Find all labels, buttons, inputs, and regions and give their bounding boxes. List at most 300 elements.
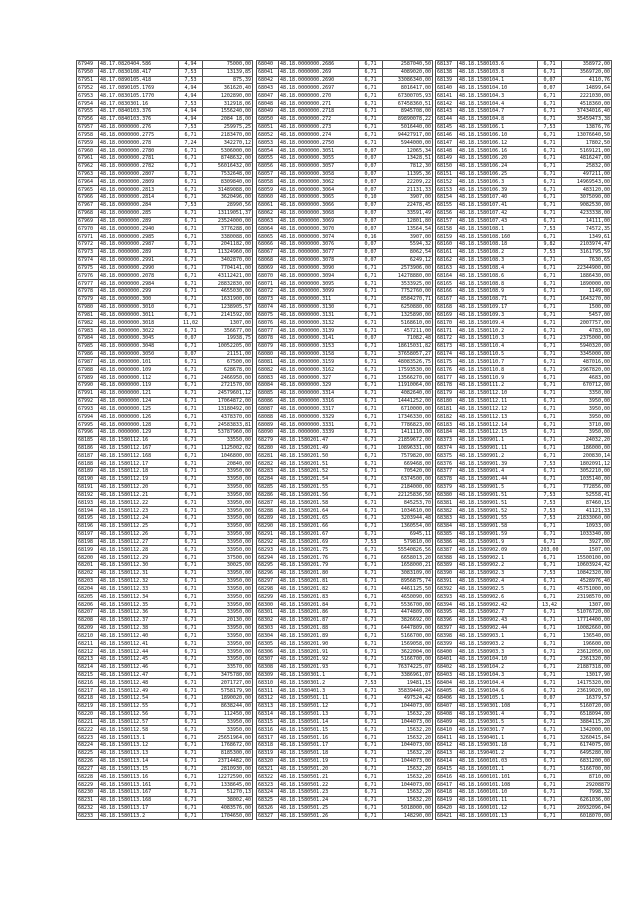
row-number: 68138 bbox=[436, 68, 458, 76]
rate-value: 6,71 bbox=[359, 702, 383, 710]
table-row bbox=[436, 546, 612, 554]
amount-value: 1044073,00 bbox=[383, 702, 433, 710]
rate-value: 7,53 bbox=[179, 123, 203, 131]
account-code: 48.18.0000000.271 bbox=[279, 100, 359, 108]
account-code: 48.18.1580104.3 bbox=[458, 92, 538, 100]
account-code: 48.18.1590401.1 bbox=[458, 734, 538, 742]
rate-value: 6,71 bbox=[179, 804, 203, 812]
amount-value: 8185300,00 bbox=[203, 749, 253, 757]
row-number: 68201 bbox=[77, 562, 99, 570]
table-row bbox=[257, 217, 433, 225]
account-code: 48.18.1590104.4 bbox=[458, 679, 538, 687]
row-number: 68392 bbox=[436, 585, 458, 593]
table-row bbox=[257, 569, 433, 577]
account-code: 48.18.1590301.18 bbox=[458, 742, 538, 750]
rate-value: 6,71 bbox=[179, 366, 203, 374]
row-number: 68230 bbox=[77, 789, 99, 797]
table-row bbox=[436, 248, 612, 256]
account-code: 48.18.1580901.11 bbox=[458, 444, 538, 452]
account-code: 48.18.0000000.3162 bbox=[279, 366, 359, 374]
table-row bbox=[77, 616, 253, 624]
account-code: 48.18.0000000.2686 bbox=[279, 61, 359, 69]
rate-value: 0,07 bbox=[359, 241, 383, 249]
amount-value: 11910064,00 bbox=[383, 381, 433, 389]
account-code: 48.18.1600101.1 bbox=[458, 765, 538, 773]
amount-value: 1044073,00 bbox=[383, 742, 433, 750]
row-number: 68311 bbox=[257, 687, 279, 695]
amount-value: 10603924,42 bbox=[562, 562, 612, 570]
table-row bbox=[436, 272, 612, 280]
table-row bbox=[257, 710, 433, 718]
row-number: 67984 bbox=[77, 334, 99, 342]
row-number: 68198 bbox=[77, 538, 99, 546]
account-code: 48.18.0000000.2985 bbox=[99, 233, 179, 241]
row-number: 68227 bbox=[77, 765, 99, 773]
row-number: 68153 bbox=[436, 186, 458, 194]
account-code: 48.18.1580112.11 bbox=[458, 397, 538, 405]
row-number: 68183 bbox=[436, 421, 458, 429]
amount-value: 11324960,00 bbox=[203, 248, 253, 256]
amount-value: 13876,76 bbox=[562, 123, 612, 131]
rate-value: 6,71 bbox=[179, 695, 203, 703]
table-row bbox=[257, 139, 433, 147]
table-row bbox=[436, 76, 612, 84]
amount-value: 1149,00 bbox=[562, 288, 612, 296]
account-code: 48.18.1580201.65 bbox=[279, 515, 359, 523]
row-number: 68164 bbox=[436, 272, 458, 280]
rate-value: 6,71 bbox=[538, 773, 562, 781]
row-number: 67976 bbox=[77, 272, 99, 280]
amount-value: 48083526,75 bbox=[383, 358, 433, 366]
row-number: 67963 bbox=[77, 170, 99, 178]
account-code: 48.18.1580110.5 bbox=[458, 350, 538, 358]
rate-value: 6,71 bbox=[359, 491, 383, 499]
row-number: 68040 bbox=[257, 61, 279, 69]
rate-value: 6,71 bbox=[359, 452, 383, 460]
row-number: 68412 bbox=[436, 742, 458, 750]
table-row bbox=[436, 303, 612, 311]
rate-value: 6,71 bbox=[359, 608, 383, 616]
amount-value: 5944000,00 bbox=[383, 139, 433, 147]
row-number: 68302 bbox=[257, 616, 279, 624]
amount-value: 3826692,00 bbox=[383, 616, 433, 624]
rate-value: 6,71 bbox=[179, 640, 203, 648]
account-code: 48.18.1580201.52 bbox=[279, 468, 359, 476]
row-number: 68224 bbox=[77, 742, 99, 750]
rate-value: 6,71 bbox=[179, 624, 203, 632]
amount-value: 1890000,00 bbox=[562, 280, 612, 288]
table-row bbox=[77, 522, 253, 530]
row-number: 68389 bbox=[436, 562, 458, 570]
account-code: 48.18.1580104.1 bbox=[458, 76, 538, 84]
row-number: 68387 bbox=[436, 546, 458, 554]
table-row bbox=[436, 475, 612, 483]
table-row bbox=[436, 241, 612, 249]
row-number: 68174 bbox=[436, 350, 458, 358]
account-code: 48.18.1580112.29 bbox=[99, 554, 179, 562]
rate-value: 6,71 bbox=[538, 374, 562, 382]
table-row bbox=[77, 272, 253, 280]
rate-value: 6,71 bbox=[359, 68, 383, 76]
row-number: 67955 bbox=[77, 107, 99, 115]
account-code: 48.18.1580901.59 bbox=[458, 530, 538, 538]
account-code: 48.18.1590301.5 bbox=[458, 718, 538, 726]
row-number: 67972 bbox=[77, 241, 99, 249]
table-row bbox=[77, 233, 253, 241]
amount-value: 5940320,00 bbox=[562, 342, 612, 350]
amount-value: 186000,00 bbox=[562, 444, 612, 452]
rate-value: 0,07 bbox=[359, 170, 383, 178]
amount-value: 33950,00 bbox=[203, 601, 253, 609]
amount-value: 13566270,00 bbox=[383, 374, 433, 382]
row-number: 68297 bbox=[257, 577, 279, 585]
table-row bbox=[77, 585, 253, 593]
table-row bbox=[436, 147, 612, 155]
account-code: 48.18.0000000.3158 bbox=[279, 350, 359, 358]
account-code: 48.18.1580112.24 bbox=[99, 515, 179, 523]
rate-value: 6,71 bbox=[538, 107, 562, 115]
table-row bbox=[77, 695, 253, 703]
table-row bbox=[436, 327, 612, 335]
row-number: 68080 bbox=[257, 350, 279, 358]
table-row bbox=[436, 209, 612, 217]
account-code: 48.18.1580501.21 bbox=[279, 773, 359, 781]
account-code: 48.18.1580108.9 bbox=[458, 288, 538, 296]
account-code: 48.18.0000000.300 bbox=[99, 295, 179, 303]
account-code: 48.18.1580902.44 bbox=[458, 624, 538, 632]
rate-value: 6,71 bbox=[538, 734, 562, 742]
table-row bbox=[257, 695, 433, 703]
row-number: 68397 bbox=[436, 624, 458, 632]
account-code: 48.18.1580112.33 bbox=[99, 585, 179, 593]
account-code: 48.18.1580201.90 bbox=[279, 640, 359, 648]
amount-value: 3950,00 bbox=[562, 405, 612, 413]
account-code: 48.18.0000000.2718 bbox=[279, 107, 359, 115]
table-row bbox=[257, 225, 433, 233]
row-number: 67971 bbox=[77, 233, 99, 241]
rate-value: 6,71 bbox=[359, 475, 383, 483]
rate-value: 6,71 bbox=[359, 781, 383, 789]
table-row bbox=[257, 115, 433, 123]
row-number: 68218 bbox=[77, 695, 99, 703]
row-number: 68326 bbox=[257, 804, 279, 812]
rate-value: 6,71 bbox=[538, 381, 562, 389]
row-number: 68083 bbox=[257, 374, 279, 382]
account-code: 48.18.0000000.2807 bbox=[99, 170, 179, 178]
table-row bbox=[77, 648, 253, 656]
account-code: 48.18.1580112.12 bbox=[458, 405, 538, 413]
row-number: 68381 bbox=[436, 499, 458, 507]
rate-value: 6,71 bbox=[359, 554, 383, 562]
row-number: 68079 bbox=[257, 342, 279, 350]
table-row bbox=[436, 593, 612, 601]
row-number: 67950 bbox=[77, 68, 99, 76]
account-code: 48.18.0000000.3099 bbox=[279, 288, 359, 296]
amount-value: 2071727,00 bbox=[203, 679, 253, 687]
rate-value: 7,53 bbox=[179, 76, 203, 84]
rate-value: 0,16 bbox=[359, 233, 383, 241]
row-number: 68377 bbox=[436, 468, 458, 476]
table-row bbox=[257, 718, 433, 726]
amount-value: 4683,00 bbox=[562, 374, 612, 382]
amount-value: 37658057,27 bbox=[383, 350, 433, 358]
rate-value: 6,71 bbox=[359, 655, 383, 663]
account-code: 48.18.0000000.3058 bbox=[279, 170, 359, 178]
rate-value: 6,71 bbox=[179, 194, 203, 202]
amount-value: 1569058,00 bbox=[383, 640, 433, 648]
row-number: 68205 bbox=[77, 593, 99, 601]
rate-value: 0,07 bbox=[538, 76, 562, 84]
rate-value: 6,71 bbox=[538, 452, 562, 460]
table-row bbox=[77, 515, 253, 523]
account-code: 48.18.1590301.7 bbox=[458, 726, 538, 734]
row-number: 68179 bbox=[436, 389, 458, 397]
rate-value: 6,71 bbox=[179, 554, 203, 562]
table-row bbox=[436, 61, 612, 69]
amount-value: 2041182,00 bbox=[203, 241, 253, 249]
row-number: 68145 bbox=[436, 123, 458, 131]
amount-value: 8309840,00 bbox=[203, 178, 253, 186]
account-code: 48.18.0000000.2809 bbox=[99, 178, 179, 186]
amount-value: 24583833,81 bbox=[203, 421, 253, 429]
amount-value: 17064872,00 bbox=[203, 397, 253, 405]
rate-value: 6,71 bbox=[179, 648, 203, 656]
rate-value: 0,07 bbox=[359, 225, 383, 233]
account-code: 48.18.1580201.47 bbox=[279, 436, 359, 444]
rate-value: 6,71 bbox=[538, 421, 562, 429]
account-code: 48.18.1590104.2 bbox=[458, 663, 538, 671]
rate-value: 6,71 bbox=[179, 710, 203, 718]
row-number: 68175 bbox=[436, 358, 458, 366]
amount-value: 15632,20 bbox=[383, 765, 433, 773]
row-number: 68386 bbox=[436, 538, 458, 546]
account-code: 48.18.1580107.40 bbox=[458, 194, 538, 202]
row-number: 68404 bbox=[436, 679, 458, 687]
row-number: 67975 bbox=[77, 264, 99, 272]
amount-value: 4518360,00 bbox=[562, 100, 612, 108]
rate-value: 6,71 bbox=[359, 734, 383, 742]
account-code: 48.18.1580902.2 bbox=[458, 562, 538, 570]
table-row bbox=[257, 131, 433, 139]
account-code: 48.18.1580901.51 bbox=[458, 499, 538, 507]
amount-value: 13119051,37 bbox=[203, 209, 253, 217]
amount-value: 2361320,00 bbox=[562, 655, 612, 663]
amount-value: 12801,80 bbox=[383, 217, 433, 225]
rate-value: 6,71 bbox=[179, 577, 203, 585]
table-row bbox=[436, 734, 612, 742]
account-code: 48.17.0820404.586 bbox=[99, 61, 179, 69]
row-number: 68168 bbox=[436, 303, 458, 311]
rate-value: 6,71 bbox=[179, 655, 203, 663]
account-code: 48.18.1580106.24 bbox=[458, 162, 538, 170]
account-code: 48.18.1580112.15 bbox=[458, 428, 538, 436]
rate-value: 6,71 bbox=[179, 616, 203, 624]
account-code: 48.18.1580108.1 bbox=[458, 225, 538, 233]
rate-value: 6,71 bbox=[538, 436, 562, 444]
row-number: 68081 bbox=[257, 358, 279, 366]
row-number: 68400 bbox=[436, 648, 458, 656]
rate-value: 7,53 bbox=[179, 68, 203, 76]
amount-value: 2184000,00 bbox=[383, 483, 433, 491]
row-number: 68388 bbox=[436, 554, 458, 562]
table-row bbox=[77, 154, 253, 162]
row-number: 68319 bbox=[257, 749, 279, 757]
rate-value: 6,71 bbox=[179, 632, 203, 640]
rate-value: 6,71 bbox=[538, 92, 562, 100]
row-number: 68214 bbox=[77, 663, 99, 671]
account-code: 48.18.1580902.3 bbox=[458, 569, 538, 577]
account-code: 48.18.1590104.10 bbox=[458, 655, 538, 663]
rate-value: 6,71 bbox=[538, 397, 562, 405]
table-row bbox=[436, 616, 612, 624]
account-code: 48.18.1580110.9 bbox=[458, 374, 538, 382]
amount-value: 94427917,00 bbox=[383, 131, 433, 139]
rate-value: 6,71 bbox=[179, 765, 203, 773]
account-code: 48.18.0000000.2813 bbox=[99, 186, 179, 194]
table-row bbox=[77, 264, 253, 272]
rate-value: 6,71 bbox=[179, 342, 203, 350]
amount-value: 2141592,00 bbox=[203, 311, 253, 319]
table-row bbox=[257, 76, 433, 84]
amount-value: 5758179,90 bbox=[203, 687, 253, 695]
amount-value: 1890020,00 bbox=[203, 695, 253, 703]
account-code: 48.18.1580108.71 bbox=[458, 295, 538, 303]
account-code: 48.18.0000000.3090 bbox=[279, 264, 359, 272]
amount-value: 33950,00 bbox=[203, 499, 253, 507]
rate-value: 6,71 bbox=[538, 624, 562, 632]
row-number: 68148 bbox=[436, 147, 458, 155]
rate-value: 6,71 bbox=[359, 288, 383, 296]
rate-value: 6,71 bbox=[359, 428, 383, 436]
row-number: 68403 bbox=[436, 671, 458, 679]
rate-value: 4,94 bbox=[179, 115, 203, 123]
account-code: 48.18.1580903.3 bbox=[458, 648, 538, 656]
rate-value: 6,71 bbox=[538, 632, 562, 640]
row-number: 68048 bbox=[257, 100, 279, 108]
account-code: 48.18.1580112.28 bbox=[99, 546, 179, 554]
account-code: 48.18.0000000.3076 bbox=[279, 241, 359, 249]
row-number: 68382 bbox=[436, 507, 458, 515]
row-number: 68155 bbox=[436, 201, 458, 209]
table-row bbox=[436, 381, 612, 389]
account-code: 48.18.1580201.81 bbox=[279, 577, 359, 585]
row-number: 68181 bbox=[436, 405, 458, 413]
table-row bbox=[257, 507, 433, 515]
row-number: 68152 bbox=[436, 178, 458, 186]
row-number: 68299 bbox=[257, 593, 279, 601]
amount-value: 3345000,00 bbox=[562, 350, 612, 358]
rate-value: 6,71 bbox=[359, 303, 383, 311]
table-row bbox=[77, 789, 253, 797]
row-number: 68047 bbox=[257, 92, 279, 100]
row-number: 68178 bbox=[436, 381, 458, 389]
row-number: 68320 bbox=[257, 757, 279, 765]
rate-value: 6,71 bbox=[359, 710, 383, 718]
table-row bbox=[436, 444, 612, 452]
table-row bbox=[436, 608, 612, 616]
rate-value: 6,71 bbox=[359, 389, 383, 397]
rate-value: 6,71 bbox=[538, 679, 562, 687]
amount-value: 12065,34 bbox=[383, 147, 433, 155]
table-row bbox=[436, 225, 612, 233]
account-code: 48.18.1580103.6 bbox=[458, 61, 538, 69]
table-row bbox=[257, 499, 433, 507]
row-number: 68307 bbox=[257, 655, 279, 663]
rate-value: 6,71 bbox=[538, 749, 562, 757]
account-code: 48.18.1580112.16 bbox=[99, 436, 179, 444]
table-row bbox=[77, 569, 253, 577]
account-code: 48.18.0000000.276 bbox=[99, 123, 179, 131]
amount-value: 8748632,00 bbox=[203, 154, 253, 162]
account-code: 48.18.1600101.108 bbox=[458, 781, 538, 789]
rate-value: 6,71 bbox=[538, 538, 562, 546]
row-number: 67970 bbox=[77, 225, 99, 233]
rate-value: 13,42 bbox=[538, 601, 562, 609]
amount-value: 1411110,00 bbox=[383, 428, 433, 436]
row-number: 68166 bbox=[436, 288, 458, 296]
row-number: 68293 bbox=[257, 546, 279, 554]
account-code: 48.18.0000000.311 bbox=[279, 295, 359, 303]
rate-value: 6,71 bbox=[359, 546, 383, 554]
rate-value: 7,53 bbox=[359, 538, 383, 546]
table-row bbox=[436, 311, 612, 319]
account-code: 48.18.1600101.10 bbox=[458, 789, 538, 797]
account-code: 48.18.0000000.3070 bbox=[279, 225, 359, 233]
rate-value: 6,71 bbox=[359, 280, 383, 288]
amount-value: 1033340,00 bbox=[562, 530, 612, 538]
account-code: 48.18.1580112.20 bbox=[99, 483, 179, 491]
row-number: 68142 bbox=[436, 100, 458, 108]
rate-value: 6,71 bbox=[359, 569, 383, 577]
account-code: 48.18.0000000.3048 bbox=[99, 342, 179, 350]
table-row bbox=[436, 366, 612, 374]
amount-value: 76374225,07 bbox=[383, 663, 433, 671]
account-code: 48.18.1580201.67 bbox=[279, 530, 359, 538]
amount-value: 2183470,00 bbox=[203, 131, 253, 139]
table-row bbox=[77, 421, 253, 429]
amount-value: 33950,00 bbox=[203, 538, 253, 546]
amount-value: 8062,54 bbox=[383, 248, 433, 256]
amount-value: 7786823,00 bbox=[383, 421, 433, 429]
account-code: 48.18.0000000.289 bbox=[99, 248, 179, 256]
table-row bbox=[257, 734, 433, 742]
amount-value: 4082640,00 bbox=[383, 389, 433, 397]
row-number: 68206 bbox=[77, 601, 99, 609]
table-row bbox=[436, 115, 612, 123]
table-row bbox=[257, 460, 433, 468]
amount-value: 6831200,00 bbox=[562, 757, 612, 765]
table-row bbox=[257, 773, 433, 781]
account-code: 48.18.1580501.19 bbox=[279, 757, 359, 765]
account-code: 48.18.1580112.168 bbox=[99, 452, 179, 460]
table-row bbox=[77, 577, 253, 585]
rate-value: 6,71 bbox=[179, 327, 203, 335]
rate-value: 6,71 bbox=[538, 319, 562, 327]
table-row bbox=[77, 538, 253, 546]
rate-value: 6,71 bbox=[359, 648, 383, 656]
amount-value: 1704650,00 bbox=[203, 812, 253, 820]
table-row bbox=[77, 554, 253, 562]
amount-value: 17593530,00 bbox=[383, 366, 433, 374]
account-code: 48.18.1580113.167 bbox=[99, 789, 179, 797]
account-code: 48.18.1590104.6 bbox=[458, 687, 538, 695]
account-code: 48.18.1580112.22 bbox=[99, 499, 179, 507]
table-row bbox=[436, 468, 612, 476]
row-number: 67961 bbox=[77, 154, 99, 162]
row-number: 67980 bbox=[77, 303, 99, 311]
table-row bbox=[436, 671, 612, 679]
account-code: 48.18.0000000.121 bbox=[99, 389, 179, 397]
